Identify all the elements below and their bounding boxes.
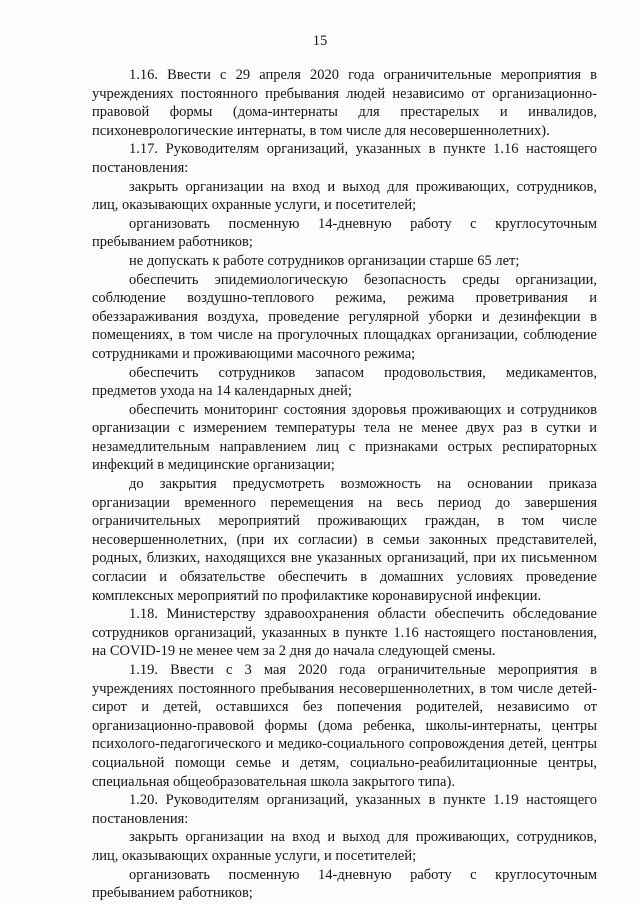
list-item: организовать посменную 14-дневную работу с круглосуточным пребыванием работников; bbox=[92, 215, 597, 251]
list-item: обеспечить эпидемиологическую безопасность среды организации, соблюдение воздушно-теплового режима, режима проветривания и обеззараживания воздуха, проведение регулярной уборки и дезинфекции в помещениях, в том числе на прогулочных площадках организации, соблюдение сотрудниками и проживающими масочного режима; bbox=[92, 271, 597, 362]
list-item: обеспечить сотрудников запасом продовольствия, медикаментов, предметов ухода на 14 календарных дней; bbox=[92, 364, 597, 400]
paragraph-1-17: 1.17. Руководителям организаций, указанных в пункте 1.16 настоящего постановления: bbox=[92, 141, 597, 176]
list-item: не допускать к работе сотрудников организации старше 65 лет; bbox=[129, 252, 520, 269]
list-item: закрыть организации на вход и выход для проживающих, сотрудников, лиц, оказывающих охранные услуги, и посетителей; bbox=[92, 178, 597, 214]
list-item: организовать посменную 14-дневную работу с круглосуточным пребыванием работников; bbox=[92, 866, 597, 902]
paragraph-1-19: 1.19. Ввести с 3 мая 2020 года ограничительные мероприятия в учреждениях постоянного пребывания несовершеннолетних, в том числе детей-сирот и детей, оставшихся без попечения родителей, независимо от организационно-правовой формы (дома ребенка, школы-интернаты, центры психолого-педагогического и медико-социального сопровождения детей, центры социальной помощи семье и детям, социально-реабилитационные центры, специальная общеобразовательная школа закрытого типа). bbox=[92, 662, 597, 790]
list-item: закрыть организации на вход и выход для проживающих, сотрудников, лиц, оказывающих охранные услуги, и посетителей; bbox=[92, 829, 597, 864]
page-number: 15 bbox=[312, 33, 328, 49]
paragraph-1-20: 1.20. Руководителям организаций, указанных в пункте 1.19 настоящего постановления: bbox=[92, 792, 597, 827]
list-item: обеспечить мониторинг состояния здоровья проживающих и сотрудников организации с измерением температуры тела не менее двух раз в сутки и незамедлительным направлением лиц с признаками острых респираторных инфекций в медицинские организации; bbox=[92, 401, 597, 474]
list-item: до закрытия предусмотреть возможность на основании приказа организации временного перемещения на весь период до завершения ограничительных мероприятий проживающих граждан, в том числе несовершеннолетних, (при их согласии) в семьи законных представителей, родных, близких, находящихся вне указанных организаций, при их письменном согласии и обязательстве обеспечить в домашних условиях проведение комплексных мероприятий по профилактике коронавирусной инфекции. bbox=[92, 476, 597, 604]
paragraph-1-18: 1.18. Министерству здравоохранения области обеспечить обследование сотрудников организаций, указанных в пункте 1.16 настоящего постановления, на COVID-19 не менее чем за 2 дня до начала следующей смены. bbox=[92, 606, 597, 660]
paragraph-1-16: 1.16. Ввести с 29 апреля 2020 года ограничительные мероприятия в учреждениях постоянного пребывания людей независимо от организационно-правовой формы (дома-интернаты для престарелых и инвалидов, психоневрологические интернаты, в том числе для несовершеннолетних). bbox=[92, 67, 597, 139]
document-body bbox=[92, 66, 597, 903]
